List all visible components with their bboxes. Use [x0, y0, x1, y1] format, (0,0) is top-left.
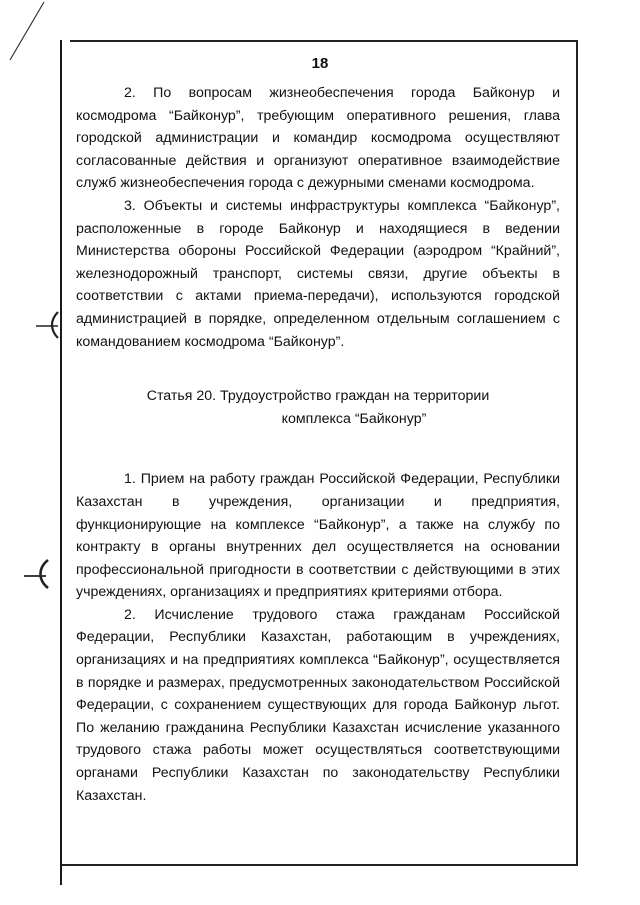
binding-clip-mark-upper	[32, 308, 62, 348]
page-frame-right	[576, 40, 578, 866]
paragraph-top-3: 3. Объекты и системы инфраструктуры комплекса “Байконур”, расположенные в городе Байконур и находящиеся в ведении Министерства обороны Российской Федерации (аэродром “Крайний”, железнодорожный транспорт, системы связи, другие объекты в соответствии с актами приема-передачи), используются городской администрацией в порядке, определенном отдельным соглашением с командованием космодрома “Байконур”.	[76, 197, 560, 350]
page-number: 18	[311, 55, 329, 72]
page-frame-bottom	[62, 864, 578, 866]
article-paragraph-1: 1. Прием на работу граждан Российской Федерации, Республики Казахстан в учреждения, организации и предприятия, функционирующие на комплексе “Байконур”, а также на службу по контракту в органы внутренних дел осуществляется на основании профессиональной пригодности в соответствии с действующими в этих учреждениях, организациях и предприятиях критериями отбора.	[76, 471, 560, 601]
document-body	[76, 82, 560, 807]
paragraph-top-2: 2. По вопросам жизнеобеспечения города Байконур и космодрома “Байконур”, требующим оперативного решения, глава городской администрации и командир космодрома осуществляют согласованные действия и организуют оперативное взаимодействие служб жизнеобеспечения города с дежурными сменами космодрома.	[76, 85, 560, 192]
article-heading-line1: Статья 20. Трудоустройство граждан на территории	[146, 388, 490, 405]
article-paragraph-2: 2. Исчисление трудового стажа гражданам Российской Федерации, Республики Казахстан, работающим в учреждениях, организациях и на предприятиях комплекса “Байконур”, осуществляется в порядке и размерах, предусмотренных законодательством Российской Федерации, с сохранением существующих для города Байконур льгот. По желанию гражданина Республики Казахстан исчисление указанного трудового стажа работы может осуществляться соответствующими органами Республики Казахстан по законодательству Республики Казахстан.	[76, 606, 560, 804]
binding-clip-mark-lower	[22, 556, 52, 596]
page-frame-top	[70, 40, 578, 42]
article-heading-line2: комплекса “Байконур”	[281, 410, 427, 427]
binding-line	[60, 40, 62, 885]
article-heading	[76, 385, 560, 430]
